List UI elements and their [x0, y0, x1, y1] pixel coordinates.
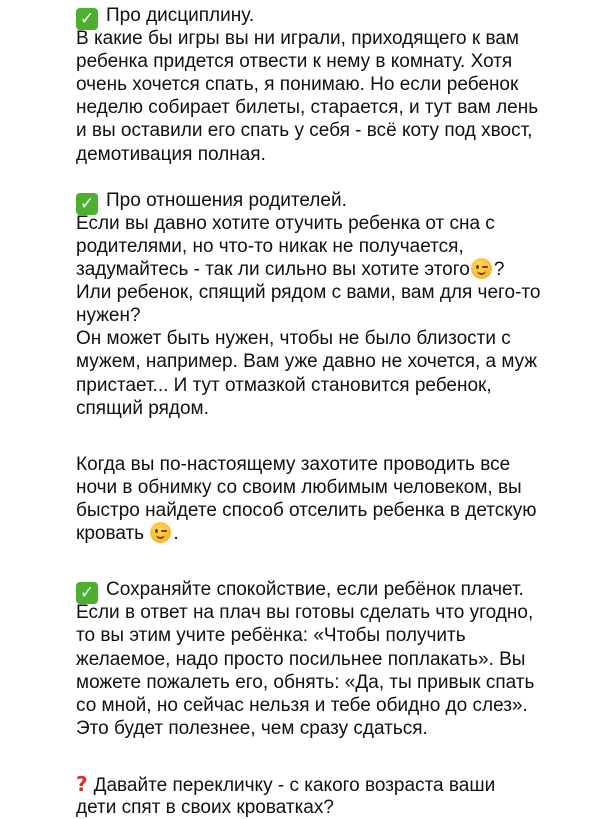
paragraph-line: Он может быть нужен, чтобы не было близости с: [76, 328, 511, 350]
paragraph-line: демотивация полная.: [76, 143, 266, 165]
paragraph-line: спящий рядом.: [76, 397, 209, 419]
paragraph-line: пристает... И тут отмазкой становится ребенок,: [76, 374, 492, 396]
paragraph-line: можете пожалеть его, обнять: «Да, ты привык спать: [76, 671, 535, 693]
paragraph-line: и вы оставили его спать у себя - всё коту под хвост,: [76, 120, 533, 142]
section-heading-relations: ✓ Про отношения родителей.: [76, 189, 584, 212]
paragraph-line: очень хочется спать, я понимаю. Но если ребенок: [76, 74, 519, 96]
paragraph-line: желаемое, надо просто посильнее поплакать». Вы: [76, 648, 526, 670]
paragraph-line: Если в ответ на плач вы готовы сделать что угодно,: [76, 602, 534, 624]
winking-face-icon: [150, 522, 171, 543]
paragraph-line: родителями, но что-то никак не получается,: [76, 235, 464, 257]
question-mark-icon: ?: [76, 772, 88, 796]
paragraph-line: со мной, но сейчас нельзя и тебе обидно до слез».: [76, 694, 528, 716]
paragraph-line: то вы этим учите ребёнка: «Чтобы получить: [76, 625, 466, 647]
paragraph-line: В какие бы игры вы ни играли, приходящего к вам: [76, 28, 519, 50]
paragraph-line: Если вы давно хотите отучить ребенка от сна с: [76, 212, 495, 234]
question-line: дети спят в своих кроватках?: [76, 797, 334, 819]
paragraph-line: кровать .: [76, 523, 179, 545]
check-mark-icon: ✓: [76, 8, 98, 30]
paragraph-line: мужем, например. Вам уже давно не хочется, а муж: [76, 351, 538, 373]
check-mark-icon: ✓: [76, 582, 98, 604]
section-heading-discipline: ✓ Про дисциплину.: [76, 4, 584, 27]
paragraph-line: ребенка придется отвести к нему в комнату. Хотя: [76, 51, 513, 73]
paragraph-line: нужен?: [76, 305, 141, 327]
check-mark-icon: ✓: [76, 193, 98, 215]
section-heading-calm: ✓ Сохраняйте спокойствие, если ребёнок плачет.: [76, 578, 584, 601]
paragraph-line: задумайтесь - так ли сильно вы хотите этого ?: [76, 259, 505, 281]
winking-face-icon: [471, 258, 492, 279]
paragraph-line: Или ребенок, спящий рядом с вами, вам для чего-то: [76, 282, 541, 304]
paragraph-line: Когда вы по-настоящему захотите проводить все: [76, 453, 511, 475]
paragraph-line: быстро найдете способ отселить ребенка в детскую: [76, 499, 537, 521]
question-line: ? Давайте перекличку - с какого возраста ваши: [76, 772, 496, 796]
paragraph-line: Это будет полезнее, чем сразу сдаться.: [76, 717, 428, 739]
paragraph-line: ночи в обнимку со своим любимым человеком, вы: [76, 476, 522, 498]
paragraph-line: неделю собирает билеты, старается, и тут вам лень: [76, 97, 539, 119]
